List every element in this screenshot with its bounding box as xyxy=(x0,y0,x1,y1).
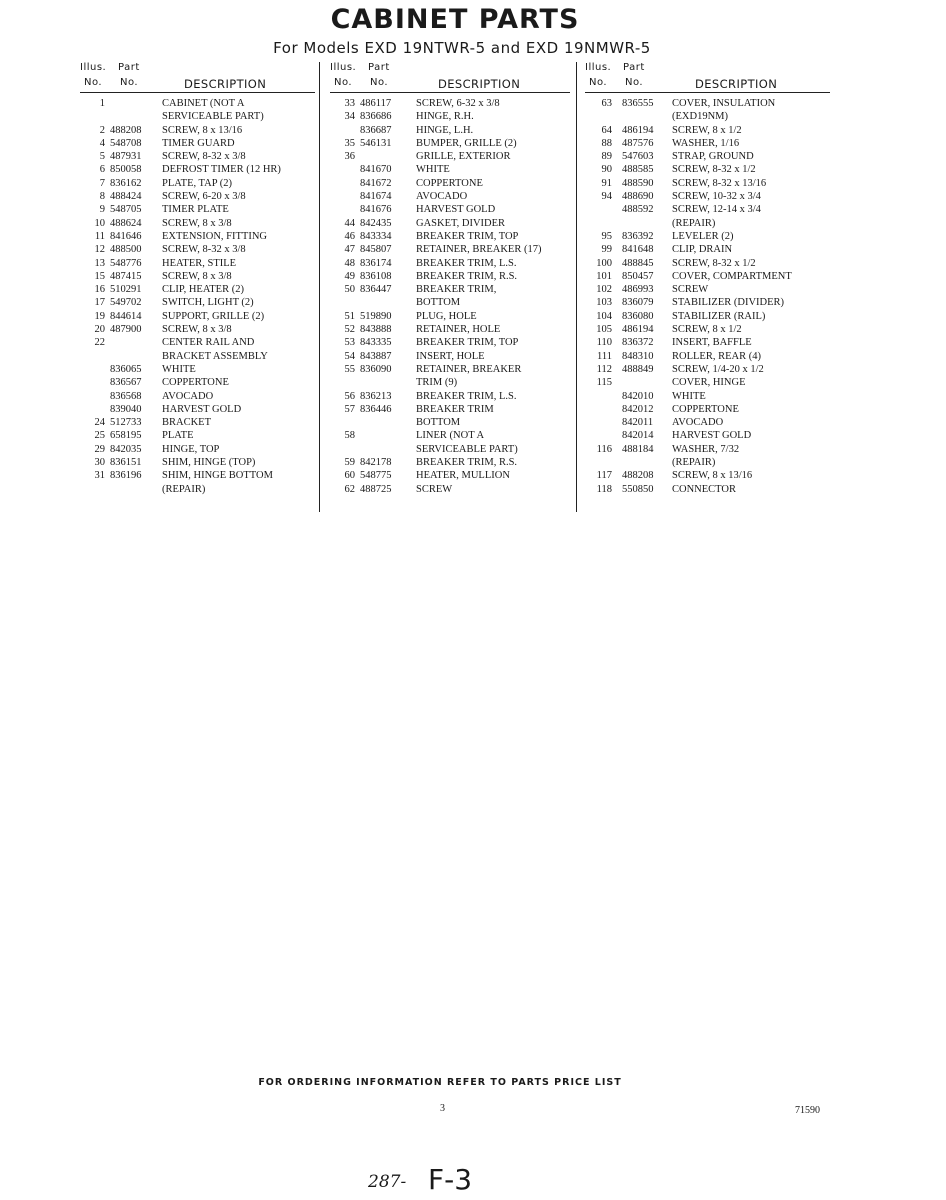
part-no: 488849 xyxy=(622,363,654,375)
part-no: 546131 xyxy=(360,137,392,149)
illus-no: 15 xyxy=(94,270,105,282)
illus-no: 10 xyxy=(94,217,105,229)
part-no: 519890 xyxy=(360,310,392,322)
part-no: 850058 xyxy=(110,164,142,176)
part-no: 488208 xyxy=(110,124,142,136)
header-description: DESCRIPTION xyxy=(184,77,267,91)
part-no: 836151 xyxy=(110,457,142,469)
illus-no: 7 xyxy=(99,177,105,189)
part-no: 836090 xyxy=(360,363,392,375)
illus-no: 112 xyxy=(596,363,612,375)
illus-no: 102 xyxy=(596,284,612,296)
illus-no: 54 xyxy=(344,350,355,362)
illus-no: 99 xyxy=(601,244,612,256)
part-no: 487576 xyxy=(622,137,654,149)
description: SCREW, 8-32 x 1/2 xyxy=(672,257,756,269)
illus-no: 111 xyxy=(597,350,612,362)
parts-column-2 xyxy=(330,62,570,495)
header-illus-no: No. xyxy=(334,77,353,88)
illus-no: 31 xyxy=(94,470,105,482)
part-no: 488592 xyxy=(622,204,654,216)
header-part: Part xyxy=(368,62,390,73)
description: SCREW, 1/4-20 x 1/2 xyxy=(672,363,764,375)
illus-no: 101 xyxy=(596,270,612,282)
column-header xyxy=(585,62,830,92)
description: BREAKER TRIM, xyxy=(416,284,497,296)
part-no: 487900 xyxy=(110,324,142,336)
description: COVER, HINGE xyxy=(672,377,746,389)
description: HINGE, TOP xyxy=(162,443,220,455)
description: SCREW, 6-32 x 3/8 xyxy=(416,98,500,109)
description: SCREW, 8 x 1/2 xyxy=(672,124,742,136)
description: COVER, COMPARTMENT xyxy=(672,270,792,282)
part-no: 836108 xyxy=(360,270,392,282)
illus-no: 59 xyxy=(344,457,355,469)
header-rule xyxy=(80,92,315,93)
description: HEATER, MULLION xyxy=(416,470,510,482)
part-no: 550850 xyxy=(622,483,654,495)
description: BREAKER TRIM, TOP xyxy=(416,230,519,242)
illus-no: 13 xyxy=(94,257,105,269)
description: BREAKER TRIM, R.S. xyxy=(416,457,518,469)
description: HINGE, L.H. xyxy=(416,124,474,136)
header-illus: Illus. xyxy=(585,62,612,73)
illus-no: 95 xyxy=(601,230,612,242)
part-no: 843335 xyxy=(360,337,392,349)
description: WHITE xyxy=(672,390,706,402)
illus-no: 25 xyxy=(94,430,105,442)
description: SHIM, HINGE (TOP) xyxy=(162,457,256,469)
parts-column-1 xyxy=(80,62,315,495)
part-no: 836392 xyxy=(622,230,654,242)
description: BUMPER, GRILLE (2) xyxy=(416,137,517,149)
description: PLUG, HOLE xyxy=(416,310,477,322)
description: CLIP, DRAIN xyxy=(672,244,733,256)
illus-no: 16 xyxy=(94,284,105,296)
page-subtitle: For Models EXD 19NTWR-5 and EXD 19NMWR-5 xyxy=(273,39,651,57)
illus-no: 12 xyxy=(94,244,105,256)
handwritten-mark: 287- xyxy=(368,1172,407,1192)
part-no: 487931 xyxy=(110,151,142,163)
description: PLATE, TAP (2) xyxy=(162,177,233,189)
description: SHIM, HINGE BOTTOM xyxy=(162,470,273,482)
description: BRACKET ASSEMBLY xyxy=(162,350,268,362)
illus-no: 52 xyxy=(344,324,355,336)
description: EXTENSION, FITTING xyxy=(162,230,267,242)
illus-no: 118 xyxy=(596,483,612,495)
description: BRACKET xyxy=(162,417,212,429)
part-no: 547603 xyxy=(622,151,654,163)
header-part: Part xyxy=(623,62,645,73)
part-no: 844614 xyxy=(110,310,142,322)
description: COPPERTONE xyxy=(672,403,739,415)
illus-no: 94 xyxy=(601,191,612,203)
part-no: 488585 xyxy=(622,164,654,176)
part-no: 488624 xyxy=(110,217,142,229)
part-no: 842011 xyxy=(622,417,654,429)
part-no: 841672 xyxy=(360,177,392,189)
parts-column-3 xyxy=(585,62,830,495)
description: RETAINER, BREAKER (17) xyxy=(416,244,542,256)
description: SCREW, 8 x 1/2 xyxy=(672,324,742,336)
illus-no: 88 xyxy=(601,137,612,149)
part-no: 548775 xyxy=(360,470,392,482)
description: BREAKER TRIM xyxy=(416,403,494,415)
description: SCREW, 8 x 3/8 xyxy=(162,270,232,282)
part-no: 839040 xyxy=(110,403,142,415)
part-no: 488208 xyxy=(622,470,654,482)
description: BREAKER TRIM, R.S. xyxy=(416,270,518,282)
illus-no: 1 xyxy=(99,98,105,109)
illus-no: 50 xyxy=(344,284,355,296)
part-no: 487415 xyxy=(110,270,142,282)
part-no: 836686 xyxy=(360,111,392,123)
part-no: 512733 xyxy=(110,417,142,429)
illus-no: 115 xyxy=(596,377,612,389)
description: BOTTOM xyxy=(416,297,461,309)
part-no: 836080 xyxy=(622,310,654,322)
description: SCREW xyxy=(416,483,453,495)
illus-no: 4 xyxy=(99,137,105,149)
part-no: 843887 xyxy=(360,350,392,362)
part-no: 836162 xyxy=(110,177,142,189)
illus-no: 63 xyxy=(601,98,612,109)
section-code: F-3 xyxy=(428,1163,473,1196)
part-no: 842435 xyxy=(360,217,392,229)
header-illus: Illus. xyxy=(80,62,107,73)
description: BREAKER TRIM, L.S. xyxy=(416,390,517,402)
illus-no: 105 xyxy=(596,324,612,336)
illus-no: 90 xyxy=(601,164,612,176)
part-no: 842035 xyxy=(110,443,142,455)
description: HEATER, STILE xyxy=(162,257,237,269)
description: COPPERTONE xyxy=(162,377,229,389)
description: WHITE xyxy=(416,164,450,176)
description: LEVELER (2) xyxy=(672,230,734,242)
description: SCREW, 10-32 x 3/4 xyxy=(672,191,761,203)
part-no: 836079 xyxy=(622,297,654,309)
illus-no: 103 xyxy=(596,297,612,309)
part-no: 488500 xyxy=(110,244,142,256)
page-title: CABINET PARTS xyxy=(330,4,580,35)
description: RETAINER, BREAKER xyxy=(416,363,522,375)
part-no: 549702 xyxy=(110,297,142,309)
part-no: 836568 xyxy=(110,390,142,402)
part-no: 843334 xyxy=(360,230,392,242)
illus-no: 91 xyxy=(601,177,612,189)
part-no: 841674 xyxy=(360,191,392,203)
illus-no: 110 xyxy=(596,337,612,349)
illus-no: 9 xyxy=(99,204,105,216)
illus-no: 11 xyxy=(94,230,105,242)
description: COPPERTONE xyxy=(416,177,483,189)
part-no: 658195 xyxy=(110,430,142,442)
description: INSERT, HOLE xyxy=(416,350,485,362)
part-no: 841646 xyxy=(110,230,142,242)
illus-no: 20 xyxy=(94,324,105,336)
description: CABINET (NOT A xyxy=(162,98,245,109)
part-no: 486993 xyxy=(622,284,654,296)
column-divider xyxy=(576,62,577,512)
description: (REPAIR) xyxy=(672,457,716,469)
header-illus-no: No. xyxy=(84,77,103,88)
illus-no: 19 xyxy=(94,310,105,322)
description: (REPAIR) xyxy=(162,483,206,495)
description: AVOCADO xyxy=(162,390,214,402)
description: WASHER, 1/16 xyxy=(672,137,740,149)
description: SCREW, 8-32 x 1/2 xyxy=(672,164,756,176)
description: TRIM (9) xyxy=(416,377,458,389)
description: STABILIZER (DIVIDER) xyxy=(672,297,785,309)
part-no: 836446 xyxy=(360,403,392,415)
part-no: 836213 xyxy=(360,390,392,402)
part-no: 488424 xyxy=(110,191,142,203)
header-description: DESCRIPTION xyxy=(438,77,521,91)
description: SCREW, 8-32 x 13/16 xyxy=(672,177,767,189)
description: SERVICEABLE PART) xyxy=(416,443,518,455)
illus-no: 51 xyxy=(344,310,355,322)
part-no: 836555 xyxy=(622,98,654,109)
part-no: 488184 xyxy=(622,443,654,455)
description: SCREW, 6-20 x 3/8 xyxy=(162,191,246,203)
part-no: 836174 xyxy=(360,257,392,269)
part-no: 842014 xyxy=(622,430,654,442)
part-no: 836065 xyxy=(110,363,142,375)
illus-no: 49 xyxy=(344,270,355,282)
illus-no: 46 xyxy=(344,230,355,242)
column-header xyxy=(330,62,570,92)
part-no: 842178 xyxy=(360,457,392,469)
description: LINER (NOT A xyxy=(416,430,485,442)
part-no: 848310 xyxy=(622,350,654,362)
description: TIMER GUARD xyxy=(162,137,235,149)
column-divider xyxy=(319,62,320,512)
description: GRILLE, EXTERIOR xyxy=(416,151,511,163)
description: CENTER RAIL AND xyxy=(162,337,255,349)
illus-no: 64 xyxy=(601,124,612,136)
illus-no: 2 xyxy=(99,124,105,136)
description: SCREW, 8 x 13/16 xyxy=(672,470,753,482)
description: SCREW, 8 x 3/8 xyxy=(162,217,232,229)
illus-no: 60 xyxy=(344,470,355,482)
description: HARVEST GOLD xyxy=(416,204,496,216)
page-number: 3 xyxy=(440,1103,445,1114)
description: STRAP, GROUND xyxy=(672,151,754,163)
description: RETAINER, HOLE xyxy=(416,324,501,336)
description: SWITCH, LIGHT (2) xyxy=(162,297,254,309)
description: ROLLER, REAR (4) xyxy=(672,350,761,362)
illus-no: 56 xyxy=(344,390,355,402)
illus-no: 34 xyxy=(344,111,355,123)
column-header xyxy=(80,62,315,92)
description: SCREW xyxy=(672,284,709,296)
header-rule xyxy=(585,92,830,93)
part-no: 488845 xyxy=(622,257,654,269)
illus-no: 47 xyxy=(344,244,355,256)
part-no: 488725 xyxy=(360,483,392,495)
part-no: 841648 xyxy=(622,244,654,256)
description: (EXD19NM) xyxy=(672,111,728,123)
part-no: 842010 xyxy=(622,390,654,402)
part-no: 488590 xyxy=(622,177,654,189)
header-rule xyxy=(330,92,570,93)
description: STABILIZER (RAIL) xyxy=(672,310,766,322)
header-part-no: No. xyxy=(370,77,389,88)
part-no: 548705 xyxy=(110,204,142,216)
illus-no: 62 xyxy=(344,483,355,495)
description: SCREW, 8-32 x 3/8 xyxy=(162,151,246,163)
illus-no: 53 xyxy=(344,337,355,349)
part-no: 488690 xyxy=(622,191,654,203)
illus-no: 48 xyxy=(344,257,355,269)
header-description: DESCRIPTION xyxy=(695,77,778,91)
header-part: Part xyxy=(118,62,140,73)
description: INSERT, BAFFLE xyxy=(672,337,752,349)
description: BOTTOM xyxy=(416,417,461,429)
part-no: 841670 xyxy=(360,164,392,176)
header-part-no: No. xyxy=(120,77,139,88)
part-no: 842012 xyxy=(622,403,654,415)
illus-no: 104 xyxy=(596,310,612,322)
part-no: 510291 xyxy=(110,284,142,296)
illus-no: 55 xyxy=(344,363,355,375)
description: SCREW, 8 x 13/16 xyxy=(162,124,243,136)
description: DEFROST TIMER (12 HR) xyxy=(162,164,281,176)
header-illus-no: No. xyxy=(589,77,608,88)
part-no: 836196 xyxy=(110,470,142,482)
illus-no: 100 xyxy=(596,257,612,269)
description: CONNECTOR xyxy=(672,483,736,495)
part-no: 850457 xyxy=(622,270,654,282)
illus-no: 58 xyxy=(344,430,355,442)
illus-no: 117 xyxy=(596,470,612,482)
description: SCREW, 8-32 x 3/8 xyxy=(162,244,246,256)
header-part-no: No. xyxy=(625,77,644,88)
description: WASHER, 7/32 xyxy=(672,443,740,455)
description: AVOCADO xyxy=(672,417,724,429)
illus-no: 8 xyxy=(99,191,105,203)
description: AVOCADO xyxy=(416,191,468,203)
part-no: 836687 xyxy=(360,124,392,136)
illus-no: 57 xyxy=(344,403,355,415)
part-no: 486194 xyxy=(622,324,654,336)
part-no: 486194 xyxy=(622,124,654,136)
description: CLIP, HEATER (2) xyxy=(162,284,244,296)
description: WHITE xyxy=(162,363,196,375)
illus-no: 5 xyxy=(99,151,105,163)
illus-no: 6 xyxy=(99,164,105,176)
illus-no: 24 xyxy=(94,417,105,429)
illus-no: 33 xyxy=(344,98,355,109)
illus-no: 35 xyxy=(344,137,355,149)
part-no: 841676 xyxy=(360,204,392,216)
description: GASKET, DIVIDER xyxy=(416,217,506,229)
part-no: 548776 xyxy=(110,257,142,269)
description: SERVICEABLE PART) xyxy=(162,111,264,123)
description: HARVEST GOLD xyxy=(672,430,752,442)
illus-no: 36 xyxy=(344,151,355,163)
part-no: 836567 xyxy=(110,377,142,389)
description: COVER, INSULATION xyxy=(672,98,776,109)
illus-no: 29 xyxy=(94,443,105,455)
ordering-note: FOR ORDERING INFORMATION REFER TO PARTS PRICE LIST xyxy=(258,1077,622,1088)
description: SCREW, 12-14 x 3/4 xyxy=(672,204,761,216)
illus-no: 89 xyxy=(601,151,612,163)
part-no: 843888 xyxy=(360,324,392,336)
header-illus: Illus. xyxy=(330,62,357,73)
description: BREAKER TRIM, TOP xyxy=(416,337,519,349)
document-number: 71590 xyxy=(795,1105,820,1116)
illus-no: 44 xyxy=(344,217,355,229)
illus-no: 22 xyxy=(94,337,105,349)
illus-no: 116 xyxy=(596,443,612,455)
description: SCREW, 8 x 3/8 xyxy=(162,324,232,336)
part-no: 836372 xyxy=(622,337,654,349)
description: BREAKER TRIM, L.S. xyxy=(416,257,517,269)
part-no: 548708 xyxy=(110,137,142,149)
illus-no: 30 xyxy=(94,457,105,469)
illus-no: 17 xyxy=(94,297,105,309)
description: HINGE, R.H. xyxy=(416,111,474,123)
description: (REPAIR) xyxy=(672,217,716,229)
part-no: 845807 xyxy=(360,244,392,256)
part-no: 836447 xyxy=(360,284,392,296)
description: SUPPORT, GRILLE (2) xyxy=(162,310,265,322)
description: HARVEST GOLD xyxy=(162,403,242,415)
description: TIMER PLATE xyxy=(162,204,229,216)
part-no: 486117 xyxy=(360,98,392,109)
description: PLATE xyxy=(162,430,194,442)
